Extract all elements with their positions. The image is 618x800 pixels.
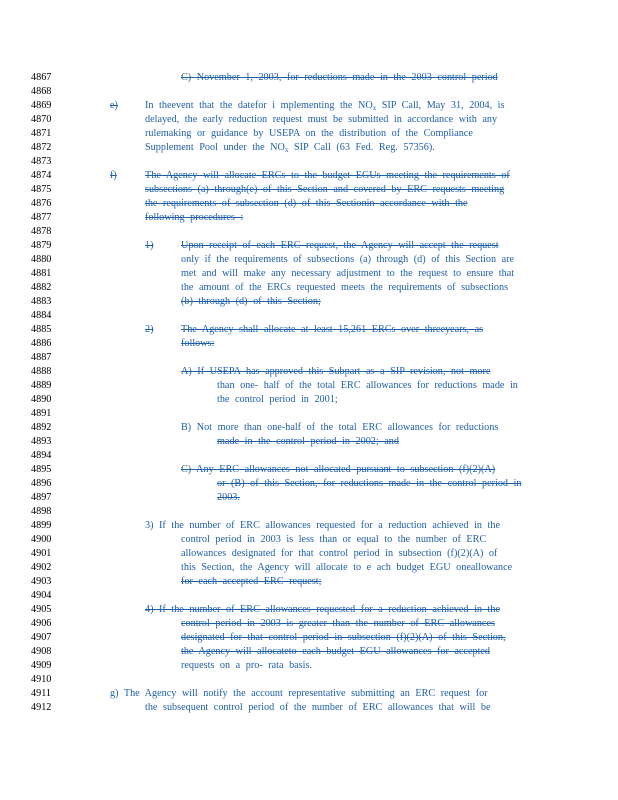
text-line: delayed, the early reduction request must be submitted in accordance with any — [145, 114, 498, 125]
text-line: 4) If the number of ERC allowances requested for a reduction achieved in the — [145, 604, 500, 615]
item-label: 2) — [145, 324, 154, 335]
line-number: 4867 — [31, 72, 52, 83]
text-line: the amount of the ERCs requested meets the requirements of subsections — [181, 282, 509, 293]
line-number: 4895 — [31, 464, 52, 475]
text-line: requests on a pro- rata basis. — [181, 660, 312, 671]
text-line: control period in 2003 is less than or equal to the number of ERC — [181, 534, 487, 545]
text-line: or (B) of this Section, for reductions made in the control period in — [217, 478, 522, 489]
line-number: 4869 — [31, 100, 52, 111]
line-number: 4878 — [31, 226, 52, 237]
line-number: 4911 — [31, 688, 51, 699]
line-number: 4868 — [31, 86, 52, 97]
text-line: Supplement Pool under the $NO_x$ SIP Call (63 Fed. Reg. 57356). — [145, 142, 435, 154]
text-line: the subsequent control period of the number of ERC allowances that will be — [145, 702, 491, 713]
line-number: 4871 — [31, 128, 52, 139]
line-number: 4874 — [31, 170, 52, 181]
line-number: 4892 — [31, 422, 52, 433]
item-label: 1) — [145, 240, 154, 251]
line-number: 4873 — [31, 156, 52, 167]
line-number: 4896 — [31, 478, 52, 489]
text-line: designated for that control period in subsection (f)(2)(A) of this Section, — [181, 632, 506, 643]
text-line: A) If USEPA has approved this Subpart as a SIP revision, not more — [181, 366, 491, 377]
line-number: 4902 — [31, 562, 52, 573]
line-number: 4885 — [31, 324, 52, 335]
text-line: following procedures : — [145, 212, 244, 223]
line-number: 4909 — [31, 660, 52, 671]
line-number: 4894 — [31, 450, 52, 461]
line-number: 4907 — [31, 632, 52, 643]
text-line: follows: — [181, 338, 215, 349]
text-line: Upon receipt of each ERC request, the Agency will accept the request — [181, 240, 499, 251]
text-line: this Section, the Agency will allocate to e ach budget EGU oneallowance — [181, 562, 513, 573]
text-line: (b) through (d) of this Section; — [181, 296, 321, 307]
line-number: 4880 — [31, 254, 52, 265]
line-number: 4872 — [31, 142, 52, 153]
text-line: subsections (a) through(e) of this Section and covered by ERC requests meeting — [145, 184, 505, 195]
text-line: for each accepted ERC request; — [181, 576, 322, 587]
line-number: 4903 — [31, 576, 52, 587]
line-number: 4900 — [31, 534, 52, 545]
item-label: e) — [110, 100, 118, 111]
line-number: 4901 — [31, 548, 52, 559]
line-number: 4912 — [31, 702, 52, 713]
line-number: 4887 — [31, 352, 52, 363]
line-number: 4905 — [31, 604, 52, 615]
line-number: 4870 — [31, 114, 52, 125]
text-line: the requirements of subsection (d) of this Sectionin accordance with the — [145, 198, 468, 209]
line-number: 4898 — [31, 506, 52, 517]
line-number: 4876 — [31, 198, 52, 209]
line-number: 4893 — [31, 436, 52, 447]
line-number: 4883 — [31, 296, 52, 307]
text-line: C) Any ERC allowances not allocated pursuant to subsection (f)(2)(A) — [181, 464, 496, 475]
text-line: The Agency shall allocate at least 15,261 ERCs over threeyears, as — [181, 324, 484, 335]
line-number: 4899 — [31, 520, 52, 531]
text-line: only if the requirements of subsections (a) through (d) of this Section are — [181, 254, 515, 265]
line-number: 4904 — [31, 590, 52, 601]
line-number: 4906 — [31, 618, 52, 629]
text-line: allowances designated for that control period in subsection (f)(2)(A) of — [181, 548, 498, 559]
text-line: made in the control period in 2002; and — [217, 436, 399, 447]
line-number: 4897 — [31, 492, 52, 503]
text-line: the Agency will allocateto each budget EGU allowances for accepted — [181, 646, 491, 657]
line-number: 4884 — [31, 310, 52, 321]
line-number: 4890 — [31, 394, 52, 405]
line-number: 4888 — [31, 366, 52, 377]
text-line: than one- half of the total ERC allowances for reductions made in — [217, 380, 518, 391]
text-line: rulemaking or guidance by USEPA on the distribution of the Compliance — [145, 128, 473, 139]
line-number: 4879 — [31, 240, 52, 251]
line-number: 4882 — [31, 282, 52, 293]
text-line: control period in 2003 is greater than the number of ERC allowances — [181, 618, 495, 629]
line-number: 4877 — [31, 212, 52, 223]
line-number: 4886 — [31, 338, 52, 349]
line-number: 4875 — [31, 184, 52, 195]
text-line: met and will make any necessary adjustment to the request to ensure that — [181, 268, 515, 279]
line-number: 4891 — [31, 408, 52, 419]
text-line: 3) If the number of ERC allowances requested for a reduction achieved in the — [145, 520, 500, 531]
line-number: 4910 — [31, 674, 52, 685]
line-number: 4908 — [31, 646, 52, 657]
text-line: the control period in 2001; — [217, 394, 338, 405]
text-line: The Agency will allocate ERCs to the budget EGUs meeting the requirements of — [145, 170, 510, 181]
item-label: f) — [110, 170, 117, 181]
text-line: 2003. — [217, 492, 240, 503]
text-line: In theevent that the datefor i mplementing the $NO_x$ SIP Call, May 31, 2004, is — [145, 100, 505, 112]
text-line: g) The Agency will notify the account representative submitting an ERC request for — [110, 688, 488, 699]
line-number: 4889 — [31, 380, 52, 391]
text-line: C) November 1, 2003, for reductions made in the 2003 control period — [181, 72, 498, 83]
line-number: 4881 — [31, 268, 52, 279]
text-line: B) Not more than one-half of the total ERC allowances for reductions — [181, 422, 499, 433]
